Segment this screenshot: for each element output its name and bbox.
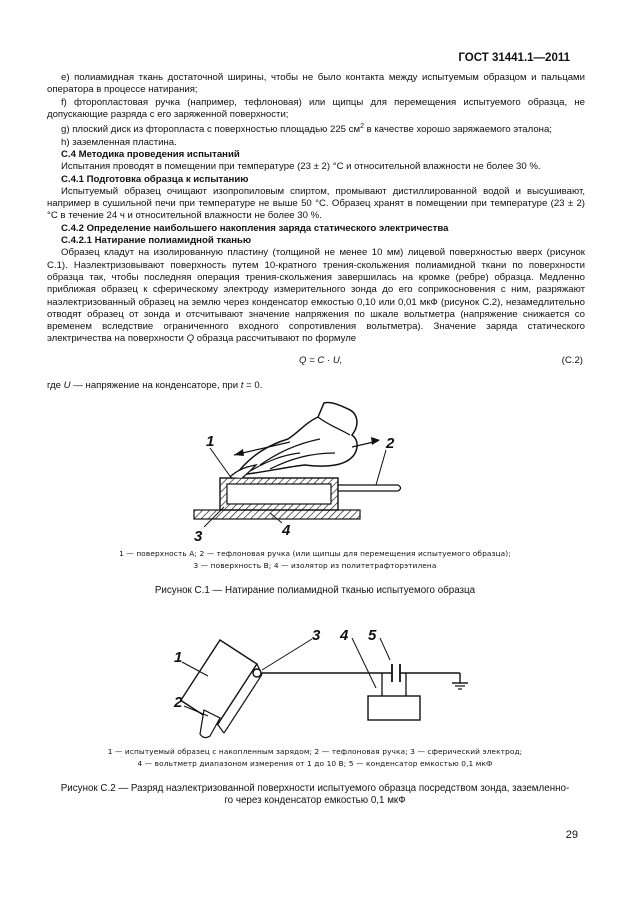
figure2-caption-line2: го через конденсатор емкостью 0,1 мкФ	[224, 795, 406, 806]
insulator-plate	[194, 510, 360, 519]
section-c41-text: Испытуемый образец очищают изопропиловым спиртом, промывают дистиллированной водой и высушивают, например в сушильной печи при температуре не выше 50 °С. Образец хранят в помещении при температуре (23 ± 2) °С в течение 24 ч и относительной влажности не более 30 %.	[47, 185, 585, 222]
item-g	[47, 121, 585, 136]
figure2-label-5: 5	[368, 628, 377, 644]
c421-text-b: образца рассчитывают по формуле	[194, 333, 357, 345]
section-c42-title: С.4.2 Определение наибольшего накопления заряда статического электричества	[61, 222, 449, 234]
arrow-right-head	[371, 437, 380, 445]
section-c421-title: С.4.2.1 Натирание полиамидной тканью	[61, 235, 252, 247]
section-c421-text	[47, 247, 585, 345]
item-f: f) фторопластовая ручка (например, тефлоновая) или щипцы для перемещения испытуемого образца, не допускающие разряда с его заряженной поверхности;	[47, 96, 585, 120]
item-g-text: g) плоский диск из фторопласта с поверхностью площадью 225 см	[61, 124, 361, 136]
figure1-label-4: 4	[282, 522, 291, 539]
document-body	[47, 72, 585, 806]
section-c4-title: С.4 Методика проведения испытаний	[61, 148, 240, 160]
c421-text-a: Образец кладут на изолированную пластину (толщиной не менее 10 мм) лицевой поверхностью вверх (рисунок С.1). Наэлектризовывают поверхность путем 10-кратного трения-скольжения полиамидной ткани по поверхности образца так, чтобы последняя операция трения-скольжения завершилась на кромке (ребре) образца. Медленно приближая образец к сферическому электроду измерительного зонда до его соприкосновения с ним, разряжают наэлектризованный образец на землю через конденсатор емкостью 0,10 или 0,01 мкФ (рисунок С.2), незамедлительно отводят образец от зонда и отсчитывают значение напряжения по шкале вольтметра (напряжение снижается со временем вследствие ограниченного входного сопротивления вольтметра). Значение заряда статического электричества на поверхности	[47, 247, 585, 345]
item-g-sup: 2	[360, 123, 364, 131]
spherical-electrode	[253, 669, 261, 677]
leader-c2-3	[262, 639, 312, 670]
figure2-legend-line1: 1 — испытуемый образец с накопленным зарядом; 2 — тефлоновая ручка; 3 — сферический электрод;	[107, 747, 523, 756]
figure1-diagram	[190, 395, 420, 545]
c421-var-q: Q	[186, 333, 195, 345]
figure1-caption: Рисунок С.1 — Натирание полиамидной тканью испытуемого образца	[154, 585, 476, 596]
where-var-t: t	[240, 380, 244, 391]
voltmeter	[368, 696, 420, 720]
arrow-left-head	[234, 449, 244, 456]
where-mid: — напряжение на конденсаторе, при	[70, 380, 241, 391]
item-e: е) полиамидная ткань достаточной ширины, чтобы не было контакта между испытуемым образцом и пальцами оператора в процессе натирания;	[47, 72, 585, 96]
figure2-legend-line2: 4 — вольтметр диапазоном измерения от 1 до 10 В; 5 — конденсатор емкостью 0,1 мкФ	[137, 759, 493, 768]
formula-text: Q = C · U,	[299, 355, 343, 366]
figure1-label-2: 2	[386, 435, 395, 452]
figure2-label-2: 2	[174, 694, 183, 711]
specimen-inner	[227, 484, 331, 504]
document-header: ГОСТ 31441.1—2011	[458, 52, 570, 64]
figure1-legend-line2: 3 — поверхность В; 4 — изолятор из политетрафторэтилена	[193, 561, 437, 570]
hand-outline	[238, 402, 357, 475]
formula-where	[47, 380, 585, 392]
figure2-label-3: 3	[312, 628, 321, 644]
where-pre: где	[47, 380, 64, 391]
leader-2	[376, 450, 386, 485]
item-g-tail: в качестве хорошо заряжаемого эталона;	[363, 124, 552, 136]
figure2-caption-line1: Рисунок С.2 — Разряд наэлектризованной поверхности испытуемого образца посредством зонда, заземленно-	[60, 783, 570, 794]
figure1-label-3: 3	[194, 528, 203, 545]
section-c4-text: Испытания проводят в помещении при температуре (23 ± 2) °С и относительной влажности не более 30 %.	[61, 161, 541, 173]
leader-c2-5	[380, 638, 390, 660]
formula-number: (С.2)	[561, 355, 583, 366]
leader-1	[210, 448, 232, 479]
handle	[338, 485, 401, 491]
figure2-diagram	[160, 628, 480, 740]
figure1-legend-line1: 1 — поверхность А; 2 — тефлоновая ручка (или щипцы для перемещения испытуемого образца);	[119, 549, 511, 558]
leader-c2-4	[352, 638, 376, 688]
page-number: 29	[565, 829, 578, 841]
where-var-u: U	[63, 380, 71, 391]
figure2-label-4: 4	[340, 628, 349, 644]
figure2-label-1: 1	[174, 649, 183, 666]
where-post: = 0.	[243, 380, 263, 391]
item-h: h) заземленная пластина.	[61, 136, 177, 148]
specimen-block	[179, 640, 266, 733]
section-c41-title: С.4.1 Подготовка образца к испытанию	[61, 173, 249, 185]
figure1-label-1: 1	[206, 433, 215, 450]
